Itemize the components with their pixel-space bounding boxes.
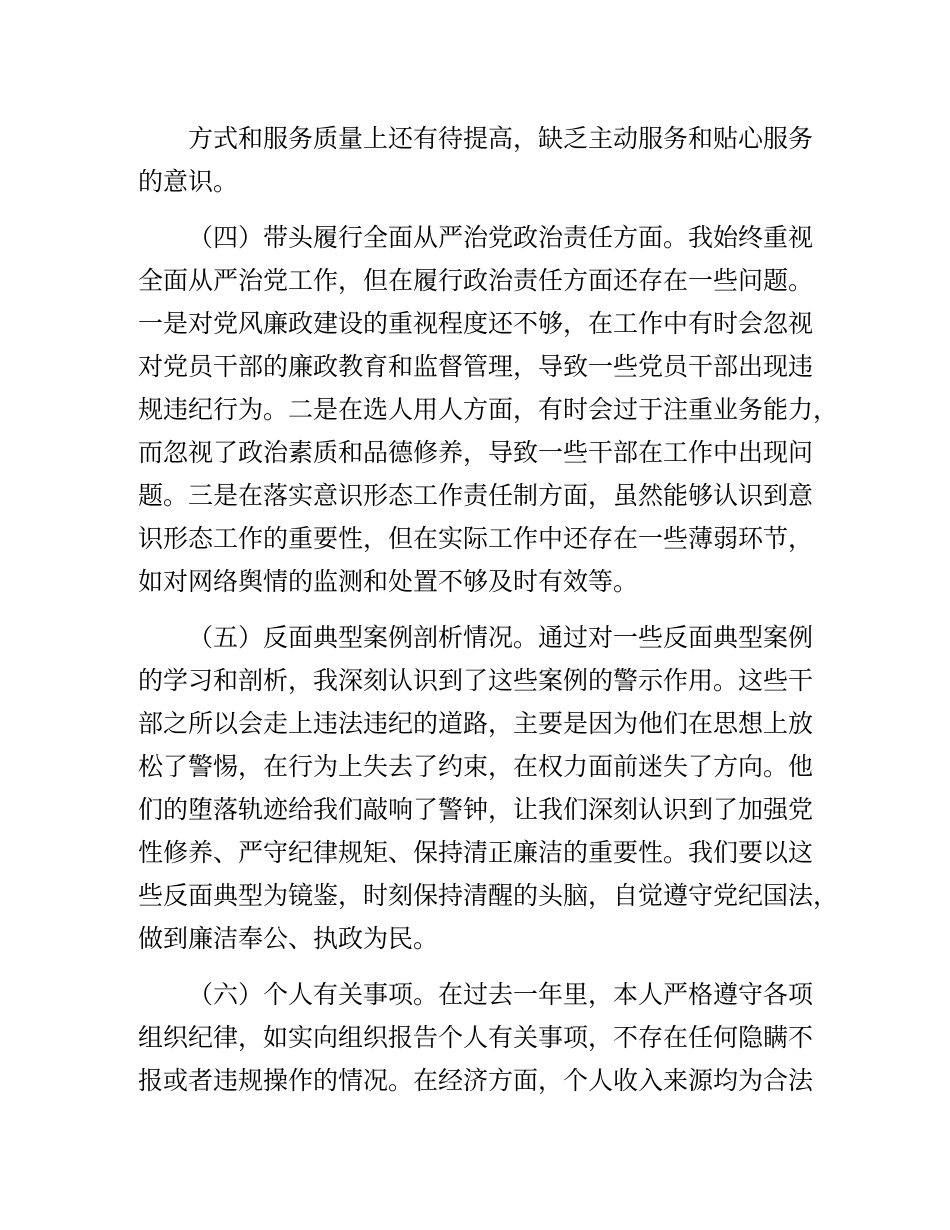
text-line: 组织纪律，如实向组织报告个人有关事项，不存在任何隐瞒不	[138, 1024, 814, 1052]
text-line: 题。三是在落实意识形态工作责任制方面，虽然能够认识到意	[138, 482, 814, 510]
text-line: 的意识。	[138, 168, 239, 196]
text-line: 而忽视了政治素质和品德修养，导致一些干部在工作中出现问	[138, 439, 814, 467]
text-line: 如对网络舆情的监测和处置不够及时有效等。	[138, 568, 639, 596]
text-line: 规违纪行为。二是在选人用人方面，有时会过于注重业务能力，	[138, 396, 839, 424]
text-line: 一是对党风廉政建设的重视程度还不够，在工作中有时会忽视	[138, 310, 814, 338]
text-line: 的学习和剖析，我深刻认识到了这些案例的警示作用。这些干	[138, 667, 814, 695]
text-line: 全面从严治党工作，但在履行政治责任方面还存在一些问题。	[138, 267, 814, 295]
text-line: （六）个人有关事项。在过去一年里，本人严格遵守各项	[188, 981, 814, 1009]
text-line: 对党员干部的廉政教育和监督管理，导致一些党员干部出现违	[138, 353, 814, 381]
text-line: 们的堕落轨迹给我们敲响了警钟，让我们深刻认识到了加强党	[138, 796, 814, 824]
text-line: 方式和服务质量上还有待提高，缺乏主动服务和贴心服务	[188, 125, 814, 153]
text-line: 些反面典型为镜鉴，时刻保持清醒的头脑，自觉遵守党纪国法，	[138, 882, 839, 910]
text-line: 报或者违规操作的情况。在经济方面，个人收入来源均为合法	[138, 1067, 814, 1095]
paragraph-continuation	[138, 118, 850, 204]
text-line: （五）反面典型案例剖析情况。通过对一些反面典型案例	[188, 624, 814, 652]
paragraph-section-five	[138, 617, 850, 961]
text-line: 识形态工作的重要性，但在实际工作中还存在一些薄弱环节，	[138, 525, 814, 553]
text-line: 性修养、严守纪律规矩、保持清正廉洁的重要性。我们要以这	[138, 839, 814, 867]
text-line: 松了警惕，在行为上失去了约束，在权力面前迷失了方向。他	[138, 753, 814, 781]
text-line: 做到廉洁奉公、执政为民。	[138, 925, 439, 953]
text-line: 部之所以会走上违法违纪的道路，主要是因为他们在思想上放	[138, 710, 814, 738]
paragraph-section-six	[138, 974, 850, 1103]
paragraph-section-four	[138, 217, 850, 604]
text-line: （四）带头履行全面从严治党政治责任方面。我始终重视	[188, 224, 814, 252]
